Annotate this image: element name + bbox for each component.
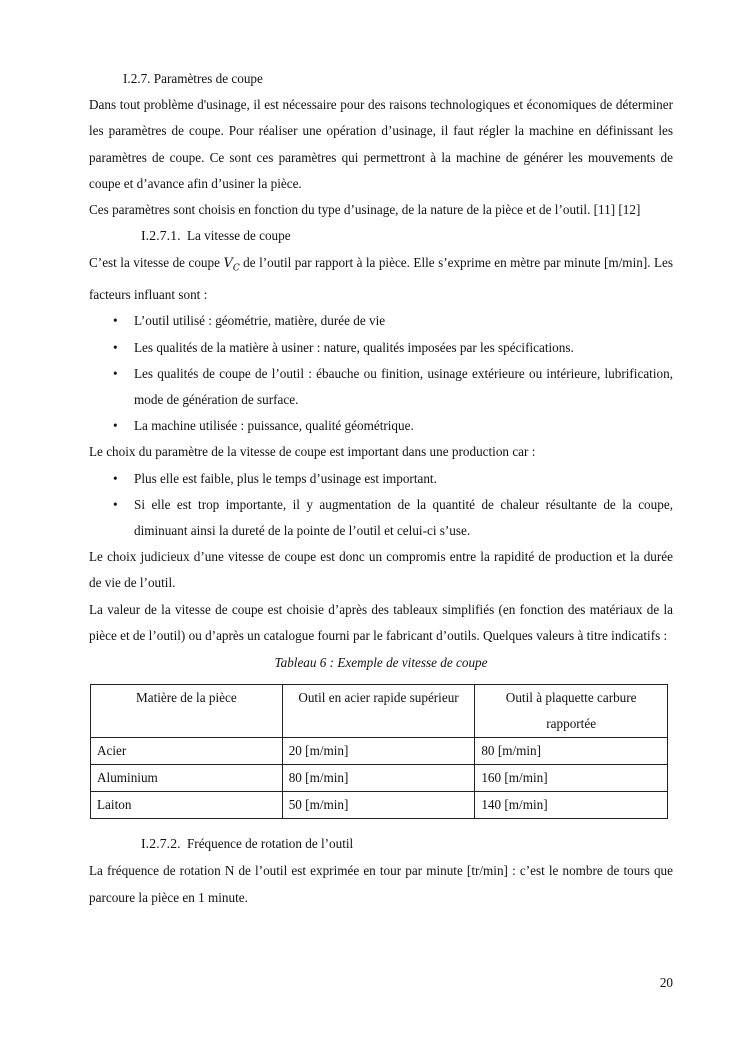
table-header-cell: Outil à plaquette carbure rapportée xyxy=(475,685,668,738)
paragraph-tables: La valeur de la vitesse de coupe est choisie d’après des tableaux simplifiés (en fonction des matériaux de la pièce et de l’outil) ou d’après un catalogue fourni par le fabricant d’outils. Quelques valeurs à titre indicatifs : xyxy=(89,601,673,643)
table-cell: 50 [m/min] xyxy=(282,792,475,819)
list-item-text: Les qualités de coupe de l’outil : ébauche ou finition, usinage extérieure ou intérieure, lubrification, mode de génération de surface. xyxy=(134,365,673,408)
table-header-cell: Matière de la pièce xyxy=(91,685,283,738)
section-title: La vitesse de coupe xyxy=(186,228,291,244)
table-header-cell: Outil en acier rapide supérieur xyxy=(282,685,475,738)
section-heading-1-2-7-1 xyxy=(89,223,673,250)
bullet-icon: • xyxy=(113,418,118,434)
bullet-icon: • xyxy=(113,496,118,512)
list-item xyxy=(89,335,673,361)
bullet-icon: • xyxy=(113,339,118,355)
table-row xyxy=(91,792,668,819)
section-number: I.2.7.1. xyxy=(141,229,181,245)
list-item xyxy=(89,308,673,334)
table-caption: Tableau 6 : Exemple de vitesse de coupe xyxy=(274,655,488,671)
paragraph-cutting-speed xyxy=(89,250,673,308)
page-number: 20 xyxy=(659,975,673,990)
table-cell: 80 [m/min] xyxy=(475,738,668,765)
paragraph-choice: Le choix du paramètre de la vitesse de coupe est important dans une production car : xyxy=(89,444,536,460)
symbol-letter: V xyxy=(223,256,233,272)
table-row xyxy=(91,765,668,792)
cutting-speed-symbol xyxy=(223,256,240,275)
list-item xyxy=(89,413,673,439)
paragraph-rotation-frequency: La fréquence de rotation N de l’outil est exprimée en tour par minute [tr/min] : c’est le nombre de tours que parcoure la pièce en 1 minute. xyxy=(89,863,673,905)
section-title: Fréquence de rotation de l’outil xyxy=(186,836,354,852)
list-item-text: Si elle est trop importante, il y augmentation de la quantité de chaleur résultante de la coupe, diminuant ainsi la dureté de la pointe de l’outil et celui-ci s’use. xyxy=(134,496,673,539)
table-cell: Laiton xyxy=(91,792,283,819)
table-cell: 140 [m/min] xyxy=(475,792,668,819)
cutting-speed-table xyxy=(90,684,668,819)
table-row xyxy=(91,738,668,765)
paragraph-intro: Dans tout problème d'usinage, il est nécessaire pour des raisons technologiques et économiques de déterminer les paramètres de coupe. Pour réaliser une opération d’usinage, il faut régler la machine en définissant les paramètres de coupe. Ce sont ces paramètres qui permettront à la machine de générer les mouvements de coupe et d’avance afin d’usiner la pièce. xyxy=(89,97,673,191)
text-after-symbol: de l’outil par rapport à la pièce. Elle s’exprime en mètre par minute [m/min]. Les facteurs influant sont : xyxy=(89,255,673,303)
bullet-icon: • xyxy=(113,470,118,486)
paragraph-parameters: Ces paramètres sont choisis en fonction du type d’usinage, de la nature de la pièce et de l’outil. [11] [12] xyxy=(89,202,641,218)
section-number: I.2.7.2. xyxy=(141,837,181,853)
list-item-text: La machine utilisée : puissance, qualité géométrique. xyxy=(134,418,414,434)
bullet-icon: • xyxy=(113,365,118,381)
list-item xyxy=(89,361,673,413)
table-cell: 80 [m/min] xyxy=(282,765,475,792)
page-content xyxy=(89,66,673,911)
list-item-text: L’outil utilisé : géométrie, matière, durée de vie xyxy=(134,313,386,329)
section-heading-1-2-7: I.2.7. Paramètres de coupe xyxy=(123,71,263,86)
symbol-subscript: C xyxy=(232,264,240,275)
table-cell: Acier xyxy=(91,738,283,765)
reasons-list xyxy=(89,466,673,545)
paragraph-compromise: Le choix judicieux d’une vitesse de coupe est donc un compromis entre la rapidité de production et la durée de vie de l’outil. xyxy=(89,549,673,591)
table-header-row xyxy=(91,685,668,738)
list-item xyxy=(89,466,673,492)
bullet-icon: • xyxy=(113,313,118,329)
table-cell: 160 [m/min] xyxy=(475,765,668,792)
table-cell: Aluminium xyxy=(91,765,283,792)
table-cell: 20 [m/min] xyxy=(282,738,475,765)
list-item-text: Les qualités de la matière à usiner : nature, qualités imposées par les spécifications. xyxy=(134,339,574,355)
section-heading-1-2-7-2 xyxy=(89,831,673,858)
list-item xyxy=(89,492,673,544)
list-item-text: Plus elle est faible, plus le temps d’usinage est important. xyxy=(134,470,437,486)
text-before-symbol: C’est la vitesse de coupe xyxy=(89,255,224,271)
factors-list xyxy=(89,308,673,439)
